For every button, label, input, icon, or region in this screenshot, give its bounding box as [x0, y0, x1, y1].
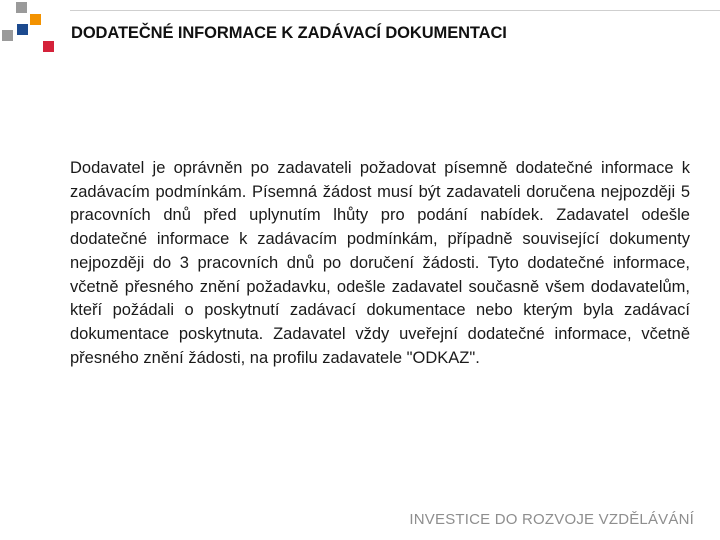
logo-square-gray-top [16, 2, 27, 13]
logo-square-blue [17, 24, 28, 35]
logo-square-red [43, 41, 54, 52]
footer-label: INVESTICE DO ROZVOJE VZDĚLÁVÁNÍ [409, 511, 694, 528]
slide-title: DODATEČNÉ INFORMACE K ZADÁVACÍ DOKUMENTACI [71, 24, 507, 42]
logo-squares [0, 0, 60, 60]
logo-square-gray-left [2, 30, 13, 41]
logo-square-orange [30, 14, 41, 25]
header-divider [70, 10, 720, 11]
body-paragraph: Dodavatel je oprávněn po zadavateli požadovat písemně dodatečné informace k zadávacím podmínkám. Písemná žádost musí být zadavateli doručena nejpozději 5 pracovních dnů před uplynutím lhůty pro podání nabídek. Zadavatel odešle dodatečné informace k zadávacím podmínkám, případně související dokumenty nejpozději do 3 pracovních dnů po doručení žádosti. Tyto dodatečné informace, včetně přesného znění požadavku, odešle zadavatel současně všem dodavatelům, kteří požádali o poskytnutí zadávací dokumentace nebo kterým byla zadávací dokumentace poskytnuta. Zadavatel vždy uveřejní dodatečné informace, včetně přesného znění žádosti, na profilu zadavatele "ODKAZ". [70, 159, 690, 367]
